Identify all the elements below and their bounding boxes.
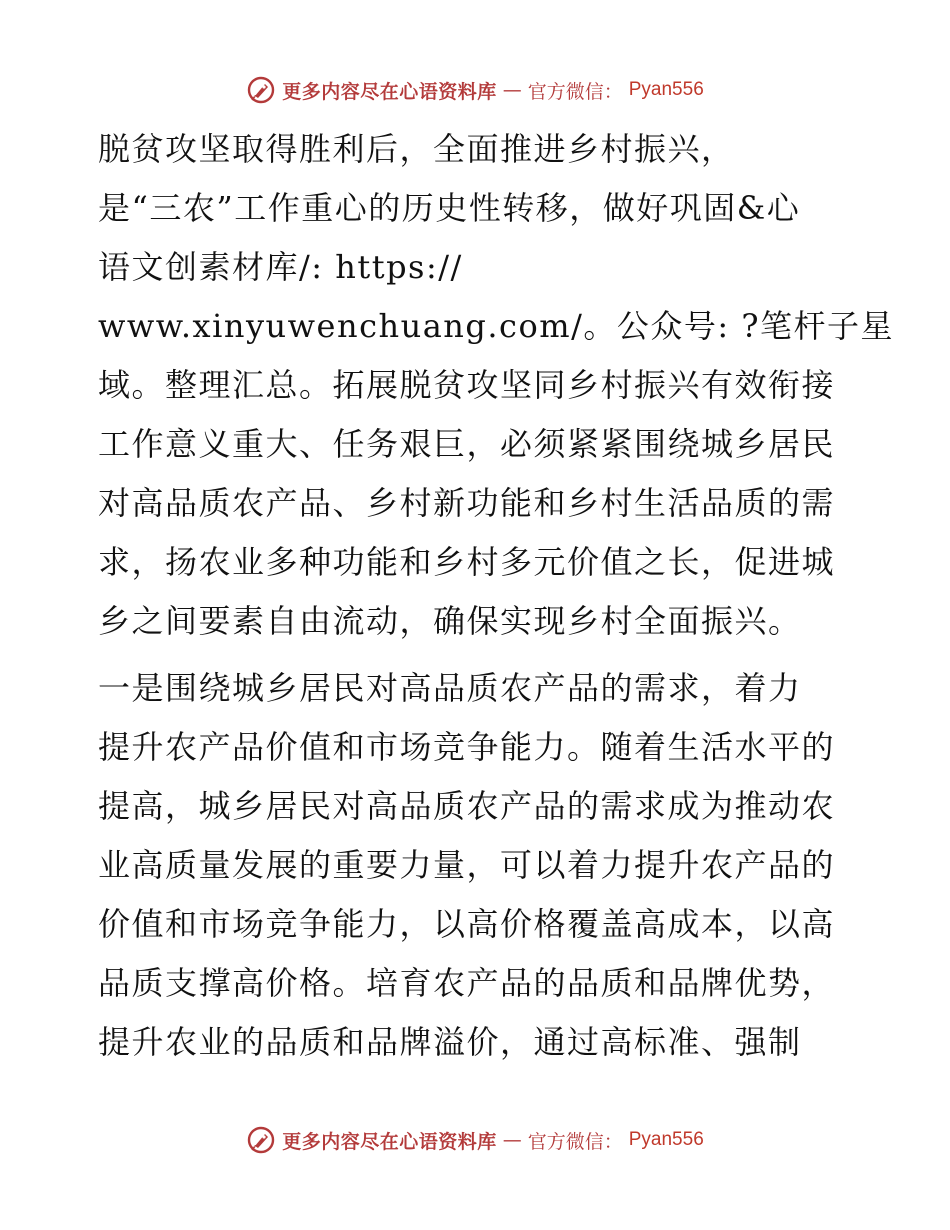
paragraph-1-line: 工作意义重大、任务艰巨，必须紧紧围绕城乡居民 — [98, 425, 836, 463]
paragraph-1-line: 对高品质农产品、乡村新功能和乡村生活品质的需 — [98, 484, 836, 522]
paragraph-2-line: 提高，城乡居民对高品质农产品的需求成为推动农 — [98, 787, 836, 825]
paragraph-1-line: 是“三农”工作重心的历史性转移，做好巩固&心 — [98, 189, 801, 227]
footer-separator: — — [502, 1129, 522, 1151]
paragraph-1-line: 求，扬农业多种功能和乡村多元价值之长，促进城 — [98, 543, 836, 581]
paragraph-2-line: 品质支撑高价格。培育农产品的品质和品牌优势， — [98, 964, 836, 1002]
header-site-text: 更多内容尽在心语资料库 — [282, 80, 497, 103]
paragraph-2-line: 价值和市场竞争能力，以高价格覆盖高成本，以高 — [98, 905, 836, 943]
paragraph-1 — [98, 120, 894, 651]
footer-wechat-label: 官方微信： — [527, 1130, 623, 1153]
paragraph-2-line: 业高质量发展的重要力量，可以着力提升农产品的 — [98, 846, 836, 884]
paragraph-2-line: 提升农产品价值和市场竞争能力。随着生活水平的 — [98, 728, 836, 766]
document-body — [98, 120, 894, 1080]
paragraph-1-line: 语文创素材库/: https:// — [98, 248, 463, 286]
paragraph-1-line: 乡之间要素自由流动，确保实现乡村全面振兴。 — [98, 602, 802, 640]
header-banner — [0, 70, 950, 110]
paragraph-2-line: 一是围绕城乡居民对高品质农产品的需求，着力 — [98, 669, 802, 707]
pen-nib-logo-icon — [246, 1125, 276, 1155]
footer-site-text: 更多内容尽在心语资料库 — [282, 1130, 497, 1153]
paragraph-1-line: 脱贫攻坚取得胜利后，全面推进乡村振兴， — [98, 130, 735, 168]
header-separator: — — [502, 79, 522, 101]
paragraph-2 — [98, 659, 858, 1072]
paragraph-2-line: 提升农业的品质和品牌溢价，通过高标准、强制 — [98, 1023, 802, 1061]
footer-wechat-id: Pyan556 — [628, 1129, 704, 1150]
paragraph-1-line: www.xinyuwenchuang.com/。公众号: ?笔杆子星 — [98, 307, 894, 345]
header-wechat-id: Pyan556 — [628, 79, 704, 100]
pen-nib-logo-icon — [246, 75, 276, 105]
footer-banner — [0, 1120, 950, 1160]
paragraph-1-line: 域。整理汇总。拓展脱贫攻坚同乡村振兴有效衔接 — [98, 366, 836, 404]
header-wechat-label: 官方微信： — [527, 80, 623, 103]
